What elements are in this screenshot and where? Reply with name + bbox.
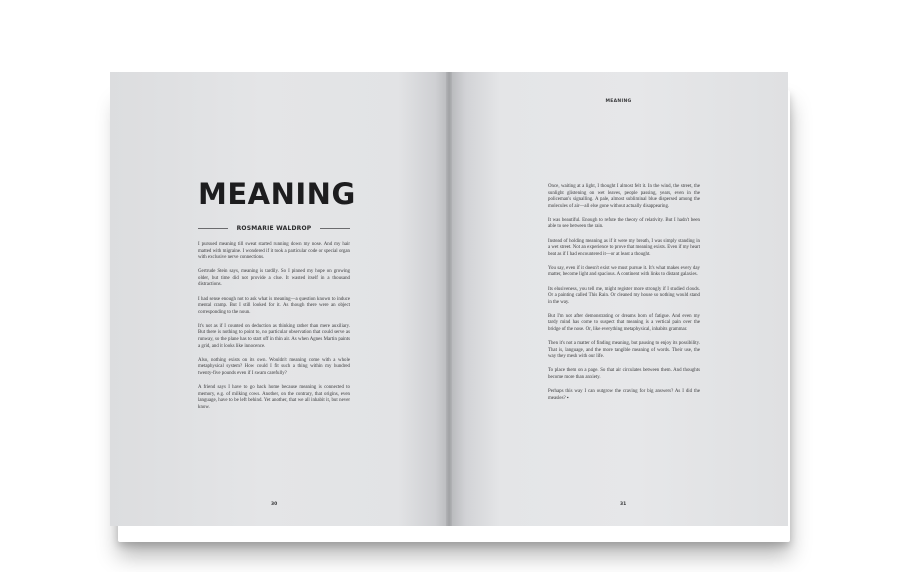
byline-rule-left (198, 228, 228, 229)
body-paragraph: Then it's not a matter of finding meaning, but pausing to enjoy its possibility. That is, language, and the more tangible meaning of words. Their use, the way they mesh with our life. (548, 341, 700, 360)
body-paragraph: Perhaps this way I can outgrow the craving for big answers? As I did the measles? ▪ (548, 389, 700, 401)
body-paragraph: To place them on a page. So that air circulates between them. And thoughts become more than anxiety. (548, 368, 700, 380)
page-number-left: 30 (271, 502, 278, 507)
article-title: MEANING (198, 177, 356, 211)
body-paragraph: Once, waiting at a light, I thought I almost felt it. In the wind, the street, the sunlight glistening on wet leaves, people passing, years, even in the policeman's signalling. A pale, almost subliminal blue dispersed among the molecules of air—all else gone without actually disappearing. (548, 184, 700, 209)
right-body-text (548, 184, 700, 410)
left-body-text (198, 242, 350, 419)
body-paragraph: But I'm not after demonstrating or dreams born of fatigue. And even my tardy mind has come to suspect that meaning is a vertical pain over the bridge of the nose. Or, like everything metaphysical, inhabits grammar. (548, 313, 700, 332)
author-name: ROSMARIE WALDROP (236, 224, 312, 232)
page-number-right: 31 (620, 502, 627, 507)
body-paragraph: It's not as if I counted on deduction as thinking rather than mere auxiliary. But there is nothing to point to, no particular observation that could serve as runway, so the plane has to start off in thin air. As when Agnes Martin paints a grid, and it looks like innocence. (198, 323, 350, 349)
book-gutter (446, 72, 452, 526)
left-page (110, 72, 449, 526)
byline-rule-right (320, 228, 350, 229)
body-paragraph: Instead of holding meaning as if it were my breath, I was simply standing in a wet street. Not an experience to prove that meaning exists. Even if my heart beat as if I had encountered it—or at least a thought. (548, 238, 700, 257)
body-paragraph: I pursued meaning till sweat started running down my nose. And my hair matted with migraine. I wondered if it took a particular code or special organ with exclusive nerve connections. (198, 242, 350, 261)
running-head: MEANING (605, 99, 632, 104)
body-paragraph: Its elusiveness, you tell me, might register more strongly if I studied clouds. Or a painting called This Rain. Or cleaned my house so nothing would stand in the way. (548, 286, 700, 305)
author-byline (198, 223, 350, 233)
body-paragraph: A friend says I have to go back home because meaning is connected to memory, e.g. of milking cows. Another, on the contrary, that origins, even language, have to be left behind. Yet another, that we all inhabit it, but never know. (198, 385, 350, 410)
body-paragraph: Gertrude Stein says, meaning is tardily. So I pinned my hope on growing older, but time did not provide a clue. It wasted itself in a thousand distractions. (198, 269, 350, 288)
body-paragraph: I had sense enough not to ask what is meaning—a question known to induce mental cramp. But I still looked for it. As though there were an object corresponding to the noun. (198, 296, 350, 315)
body-paragraph: It was beautiful. Enough to refute the theory of relativity. But I hadn't been able to see between the rain. (548, 217, 700, 230)
body-paragraph: You say, even if it doesn't exist we must pursue it. It's what makes every day matter, become light and spacious. A continent with links to distant galaxies. (548, 265, 700, 278)
body-paragraph: Also, nothing exists on its own. Wouldn't meaning come with a whole metaphysical system? How could I fit such a thing within my hundred twenty-five pounds even if I swam carefully? (198, 357, 350, 376)
right-page (449, 72, 788, 526)
